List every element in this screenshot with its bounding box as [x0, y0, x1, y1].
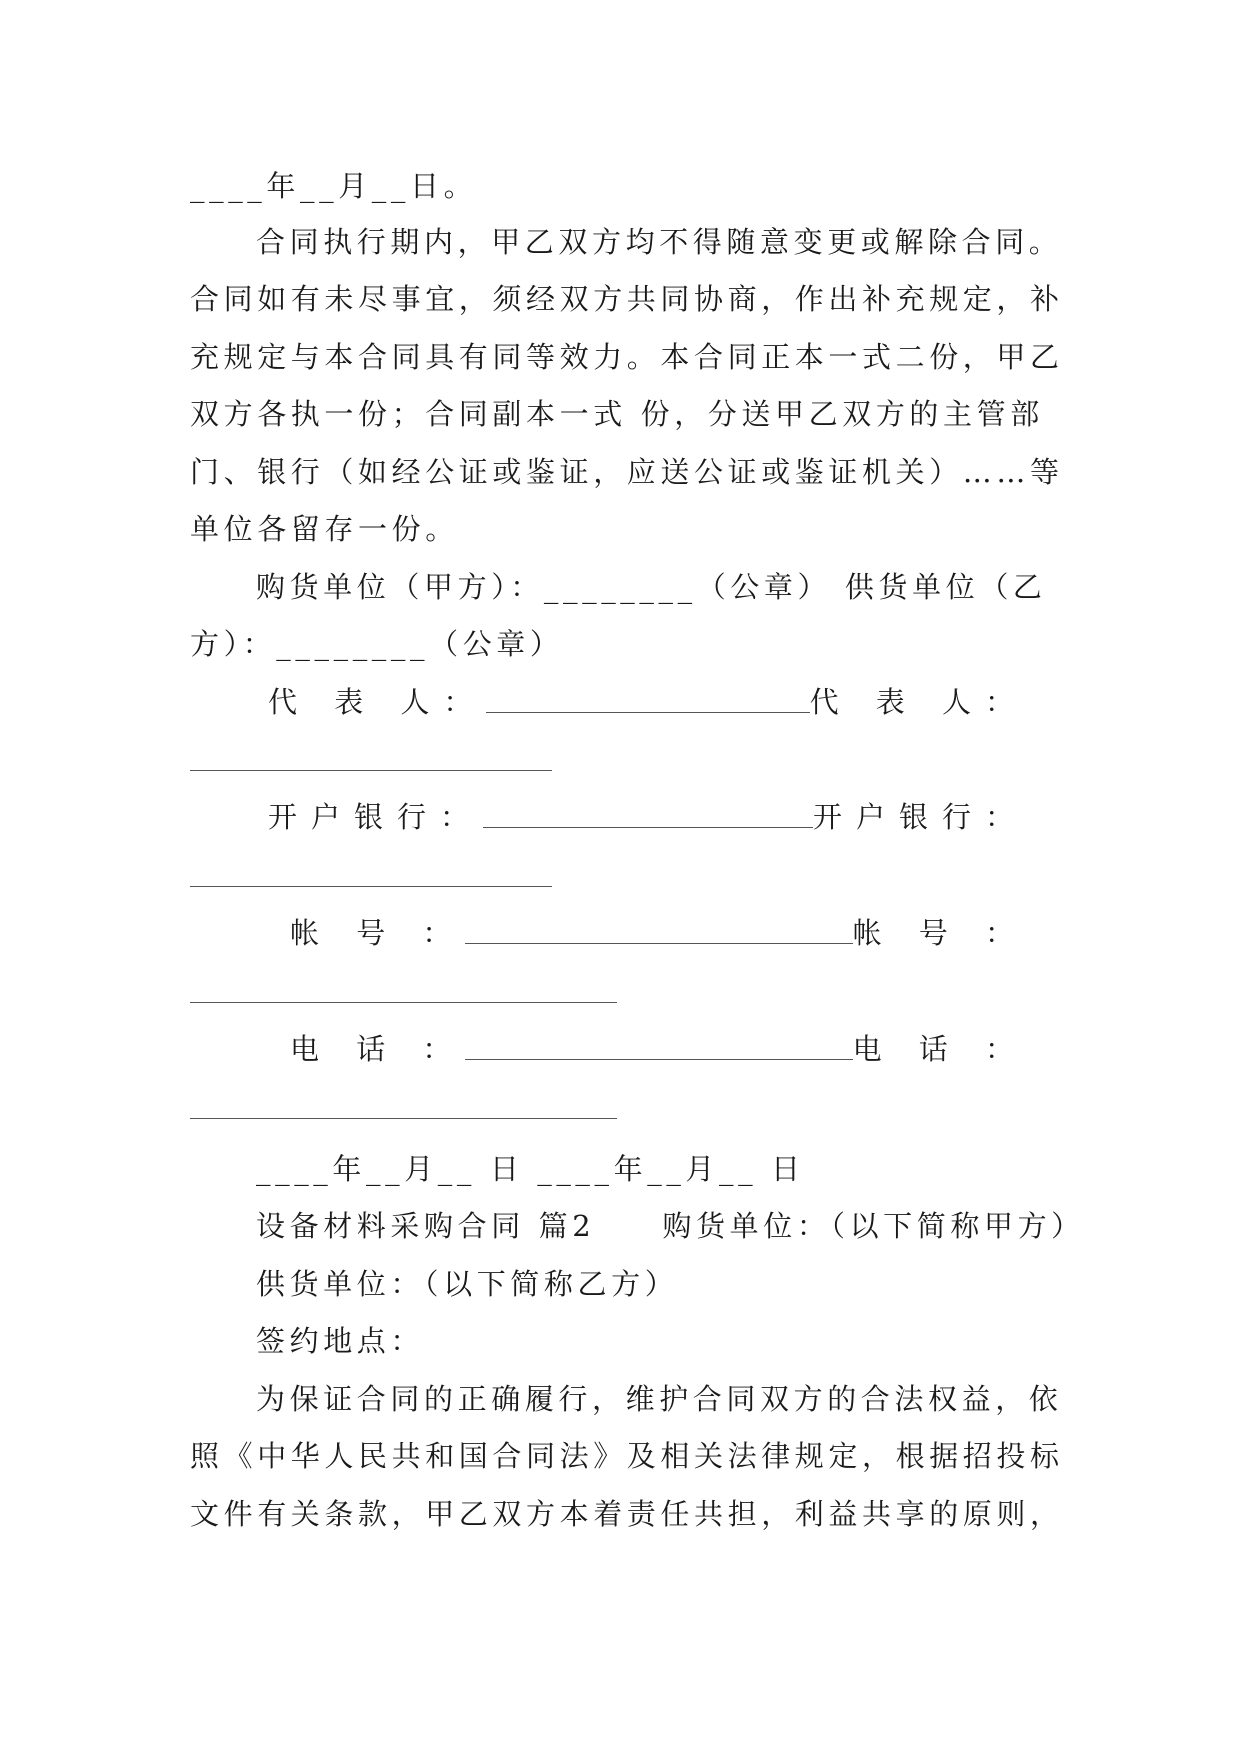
- field-label: 开户银行：: [812, 800, 1028, 834]
- blank-underline: [486, 682, 809, 713]
- paragraph-line: 照《中华人民共和国合同法》及相关法律规定，根据招投标: [190, 1439, 1064, 1473]
- blank-underline: [190, 1002, 617, 1003]
- blank-underline: [190, 886, 552, 887]
- signature-row-bank: [268, 797, 1028, 837]
- field-label: 代 表 人：: [809, 685, 1028, 719]
- parties-line: 购货单位（甲方）：________（公章） 供货单位（乙: [256, 570, 1047, 604]
- paragraph-line: 单位各留存一份。: [190, 512, 459, 546]
- field-label: 代 表 人：: [268, 685, 487, 719]
- section-title-line: 设备材料采购合同 篇2 购货单位：（以下简称甲方）: [256, 1209, 1085, 1243]
- signature-row-account: [290, 913, 1028, 953]
- paragraph-line: 充规定与本合同具有同等效力。本合同正本一式二份，甲乙: [190, 340, 1064, 374]
- paragraph-line: 双方各执一份；合同副本一式 份，分送甲乙双方的主管部: [190, 397, 1044, 431]
- field-label: 帐 号 ：: [290, 916, 466, 950]
- field-label: 电 话 ：: [852, 1032, 1028, 1066]
- field-label: 帐 号 ：: [852, 916, 1028, 950]
- blank-underline: [465, 1029, 852, 1060]
- date-line-top: ____年__月__日。: [190, 169, 478, 203]
- paragraph-line: 合同如有未尽事宜，须经双方共同协商，作出补充规定，补: [190, 282, 1064, 316]
- paragraph-line: 文件有关条款，甲乙双方本着责任共担，利益共享的原则，: [190, 1497, 1064, 1531]
- signature-row-representative: [268, 682, 1028, 722]
- date-line-bottom: ____年__月__ 日 ____年__月__ 日: [256, 1152, 805, 1186]
- paragraph-line: 门、银行（如经公证或鉴证，应送公证或鉴证机关）……等: [190, 455, 1064, 489]
- supplier-line: 供货单位：（以下简称乙方）: [256, 1267, 679, 1301]
- blank-underline: [483, 797, 813, 828]
- blank-underline: [190, 770, 552, 771]
- signature-row-phone: [290, 1029, 1028, 1069]
- paragraph-line: 合同执行期内，甲乙双方均不得随意变更或解除合同。: [256, 225, 1063, 259]
- paragraph-line: 为保证合同的正确履行，维护合同双方的合法权益，依: [256, 1382, 1063, 1416]
- blank-underline: [465, 913, 852, 944]
- blank-underline: [190, 1118, 617, 1119]
- field-label: 开户银行：: [268, 800, 484, 834]
- parties-line: 方）：________（公章）: [190, 627, 564, 661]
- field-label: 电 话 ：: [290, 1032, 466, 1066]
- place-line: 签约地点：: [256, 1324, 425, 1358]
